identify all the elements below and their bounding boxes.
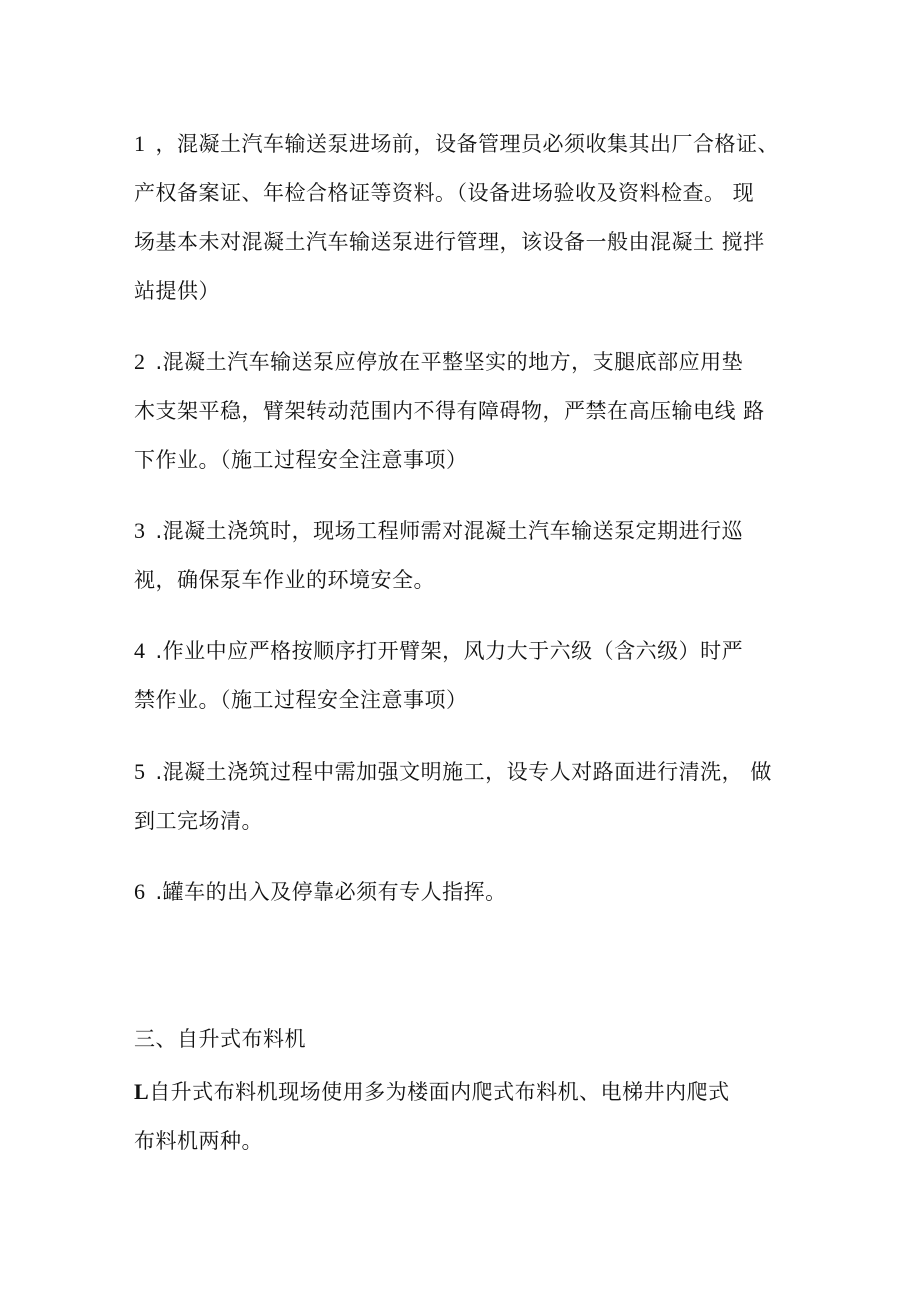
section-heading: 三、自升式布料机 [134,1027,306,1051]
item-1-line-4: 站提供） [134,279,220,303]
item-1-line-2: 产权备案证、年检合格证等资料。（设备进场验收及资料检查。 现 [134,181,755,205]
item-1-line-3: 场基本未对混凝土汽车输送泵进行管理，该设备一般由混凝土 搅拌 [134,230,765,254]
item-4-text-1: .作业中应严格按顺序打开臂架，风力大于六级（含六级）时严 [155,639,744,663]
section-para-text-1: 自升式布料机现场使用多为楼面内爬式布料机、电梯井内爬式 [149,1080,730,1104]
item-6-text-1: .罐车的出入及停靠必须有专人指挥。 [155,880,507,904]
item-2-line-2: 木支架平稳，臂架转动范围内不得有障碍物，严禁在高压输电线 路 [134,399,765,423]
item-6-number: 6 [134,879,146,904]
item-5-text-1: .混凝土浇筑过程中需加强文明施工，设专人对路面进行清洗， 做 [155,760,772,784]
section-para-marker: L [134,1079,150,1104]
item-2-line-3: 下作业。（施工过程安全注意事项） [134,448,468,472]
item-2-number: 2 [134,349,146,374]
item-3-number: 3 [134,518,146,543]
item-4-line-2: 禁作业。（施工过程安全注意事项） [134,688,468,712]
item-4-number: 4 [134,638,146,663]
item-1-line-1 [134,130,779,158]
item-4-line-1 [134,637,743,665]
item-3-line-1 [134,517,743,545]
item-3-line-2: 视，确保泵车作业的环境安全。 [134,568,435,592]
item-2-line-1 [134,348,743,376]
item-5-line-2: 到工完场清。 [134,809,263,833]
section-para-line-2: 布料机两种。 [134,1129,263,1153]
item-1-number: 1 [134,131,146,156]
item-6-line-1 [134,878,507,906]
item-1-text-1: ，混凝土汽车输送泵进场前，设备管理员必须收集其出厂合格证、 [155,132,779,156]
item-5-line-1 [134,758,772,786]
item-3-text-1: .混凝土浇筑时，现场工程师需对混凝土汽车输送泵定期进行巡 [155,519,744,543]
item-2-text-1: .混凝土汽车输送泵应停放在平整坚实的地方，支腿底部应用垫 [155,350,744,374]
item-5-number: 5 [134,759,146,784]
section-para-line-1 [134,1078,730,1106]
